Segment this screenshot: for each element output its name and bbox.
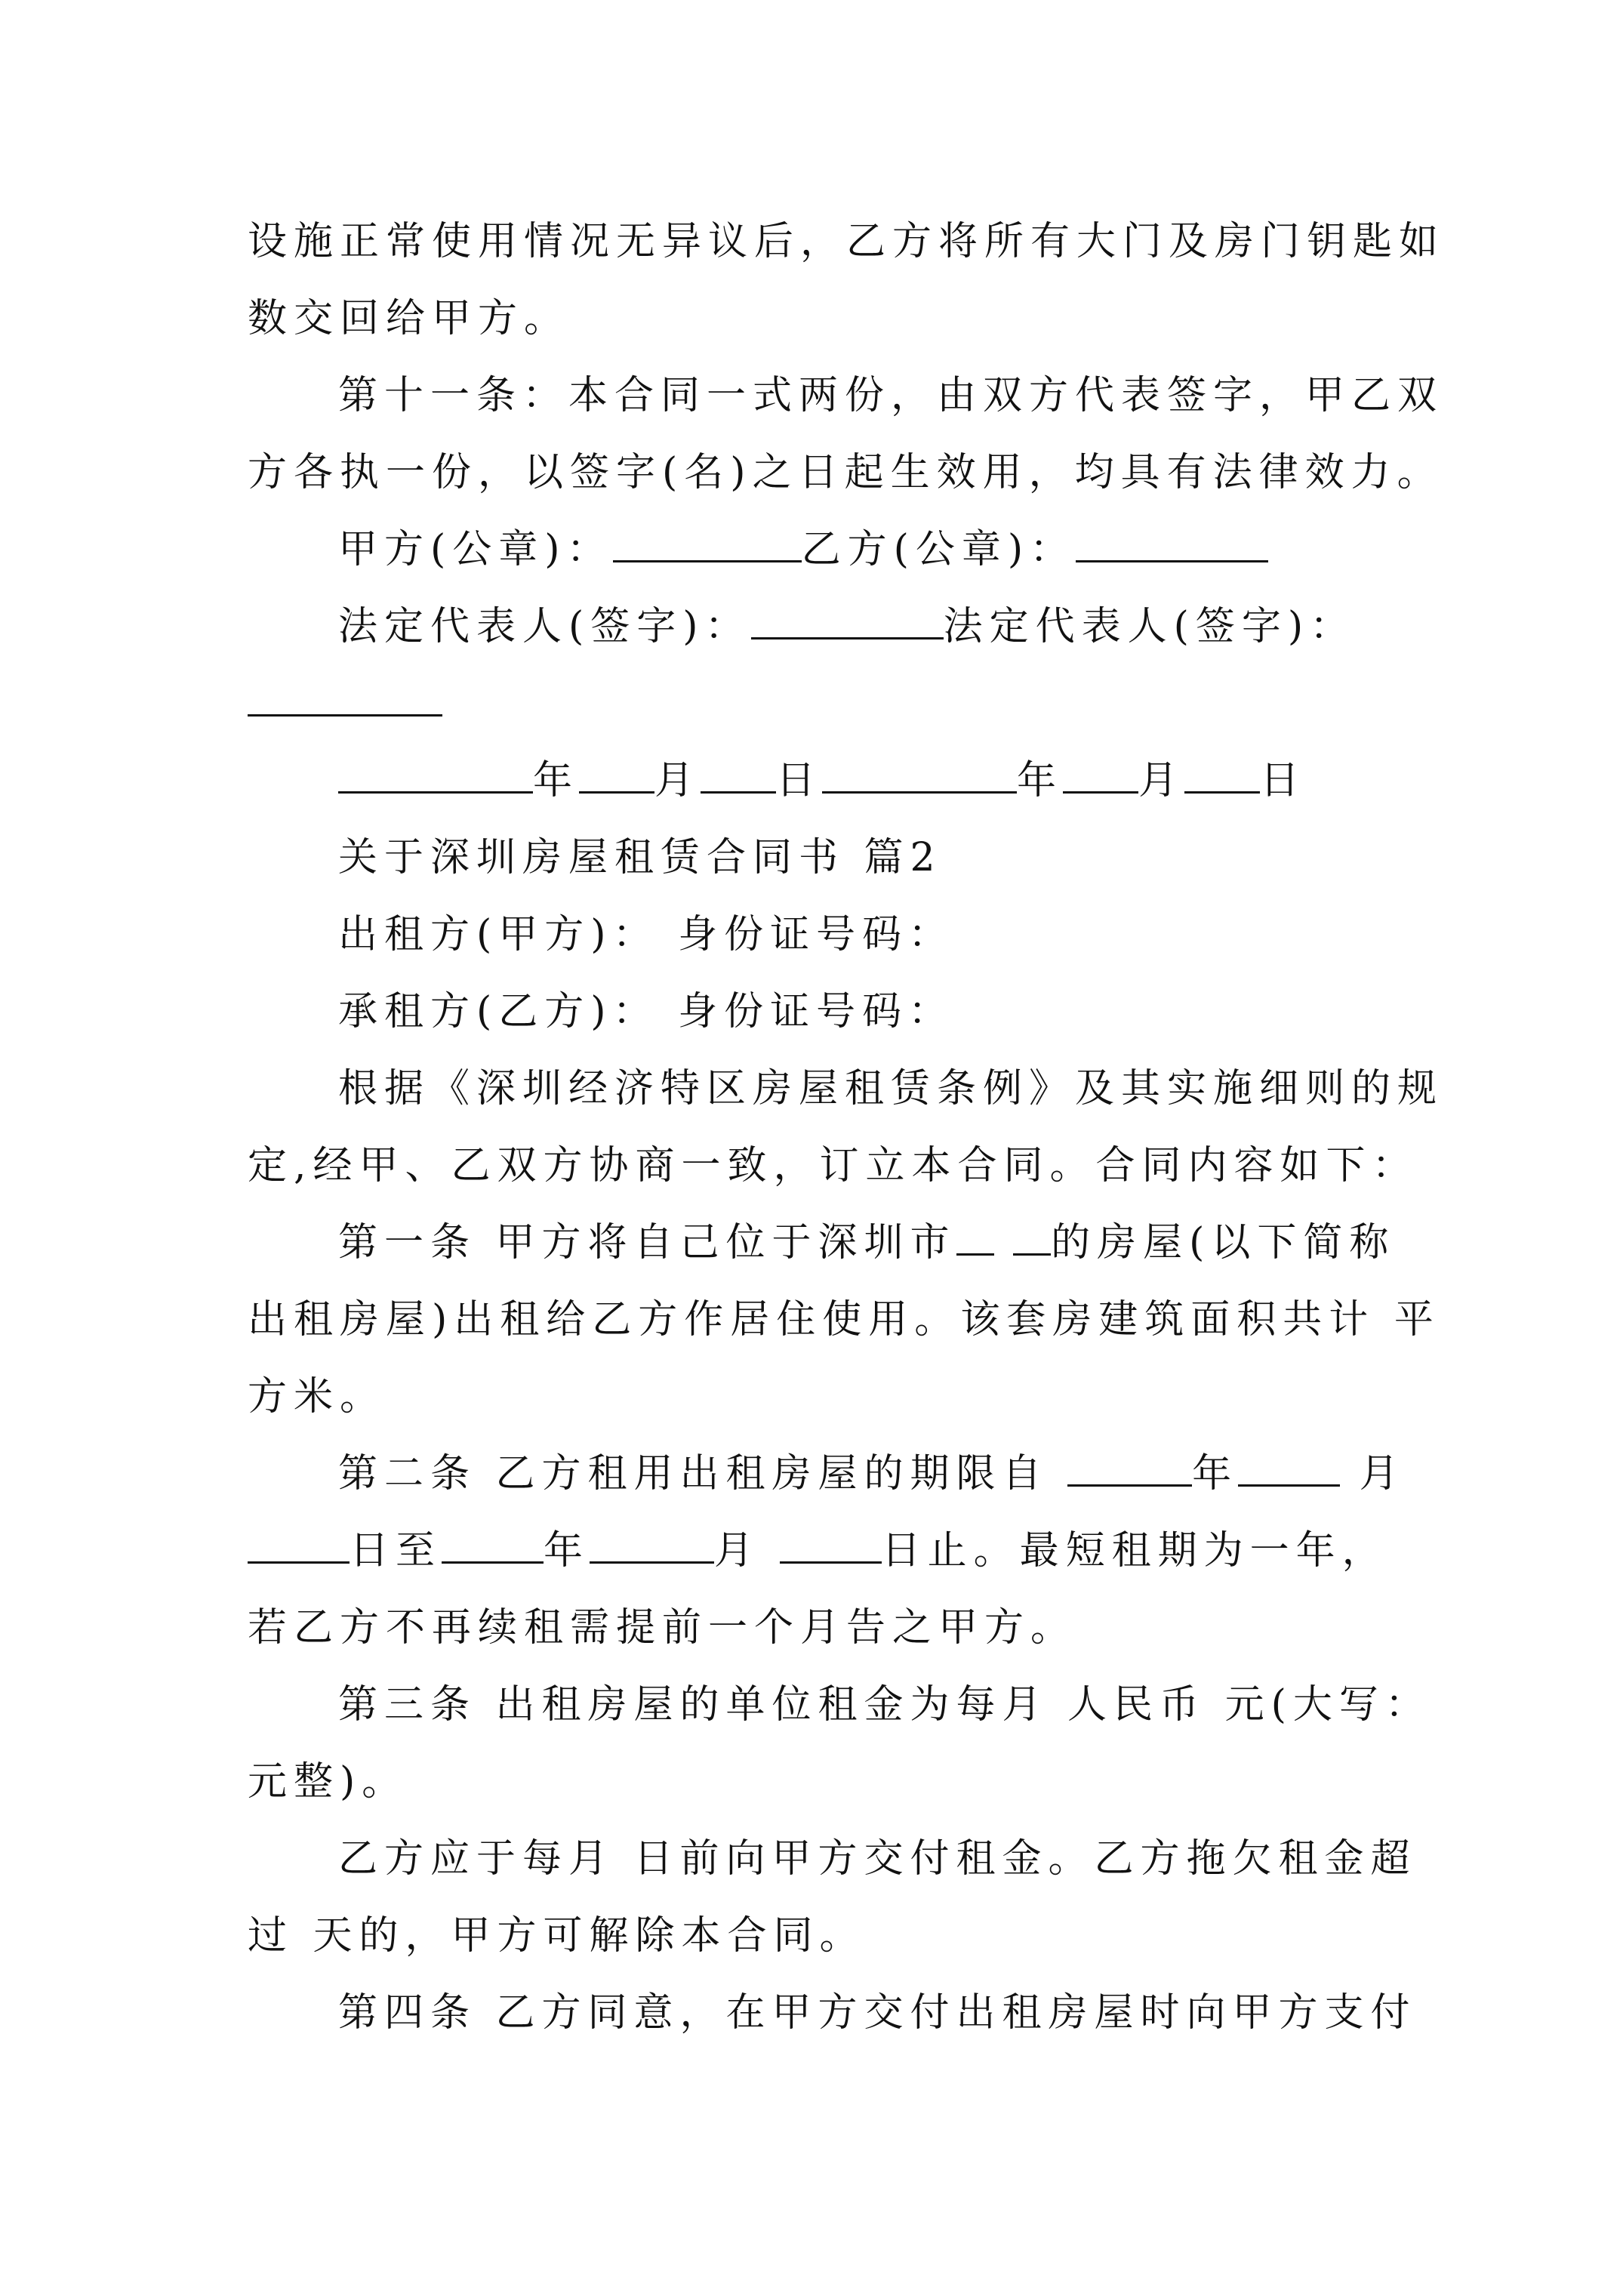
paragraph-line: 承租方(乙方)： 身份证号码： [338,989,955,1034]
paragraph-line: 方米。 [248,1374,387,1419]
blank-field [1238,1448,1340,1487]
blank-field [590,1525,714,1564]
paragraph-line: 乙方应于每月 日前向甲方交付租金。乙方拖欠租金超 [338,1836,1417,1881]
blank-field [1184,755,1260,794]
paragraph-line: 第二条 乙方租用出租房屋的期限自 年 月 [338,1444,1406,1504]
paragraph-line: 元整)。 [248,1759,408,1804]
signature-line: 法定代表人(签字)： 法定代表人(签字)： [338,596,1356,657]
date-line: 年 月 日 年 月 日 [338,750,1306,811]
paragraph-line: 第一条 甲方将自己位于深圳市 的房屋(以下简称 [338,1213,1395,1273]
blank-field [822,755,1017,794]
blank-field [780,1525,882,1564]
blank-field [701,755,776,794]
blank-field [1076,524,1268,562]
paragraph-line: 出租方(甲方)： 身份证号码： [338,912,955,957]
signature-line: 甲方(公章)： 乙方(公章)： [338,519,1268,580]
paragraph-line: 数交回给甲方。 [248,296,571,341]
paragraph-line: 若乙方不再续租需提前一个月告之甲方。 [248,1605,1077,1650]
paragraph-line: 第十一条：本合同一式两份，由双方代表签字，甲乙双 [338,373,1444,418]
blank-field [751,601,944,639]
paragraph-line: 过 天的，甲方可解除本合同。 [248,1913,866,1959]
paragraph-line: 第四条 乙方同意，在甲方交付出租房屋时向甲方支付 [338,1990,1417,2036]
paragraph-line: 出租房屋)出租给乙方作居住使用。该套房建筑面积共计 平 [248,1297,1440,1342]
blank-field [956,1217,994,1256]
blank-field [1067,1448,1192,1487]
paragraph-line: 根据《深圳经济特区房屋租赁条例》及其实施细则的规 [338,1066,1444,1111]
blank-field [1063,755,1138,794]
paragraph-line: 定,经甲、乙双方协商一致，订立本合同。合同内容如下： [248,1143,1418,1188]
blank-field [248,1525,350,1564]
blank-field [1013,1217,1051,1256]
paragraph-line: 设施正常使用情况无异议后，乙方将所有大门及房门钥匙如 [248,219,1446,264]
blank-field [338,755,533,794]
signature-line [248,673,442,734]
blank-field [579,755,654,794]
blank-field [248,678,442,717]
paragraph-line: 方各执一份，以签字(名)之日起生效用，均具有法律效力。 [248,450,1443,495]
blank-field [613,524,802,562]
paragraph-line: 日至 年 月 日止。最短租期为一年， [248,1521,1388,1581]
paragraph-line: 第三条 出租房屋的单位租金为每月 人民币 元(大写： [338,1682,1431,1727]
blank-field [442,1525,544,1564]
section-title: 关于深圳房屋租赁合同书 篇2 [338,835,942,880]
